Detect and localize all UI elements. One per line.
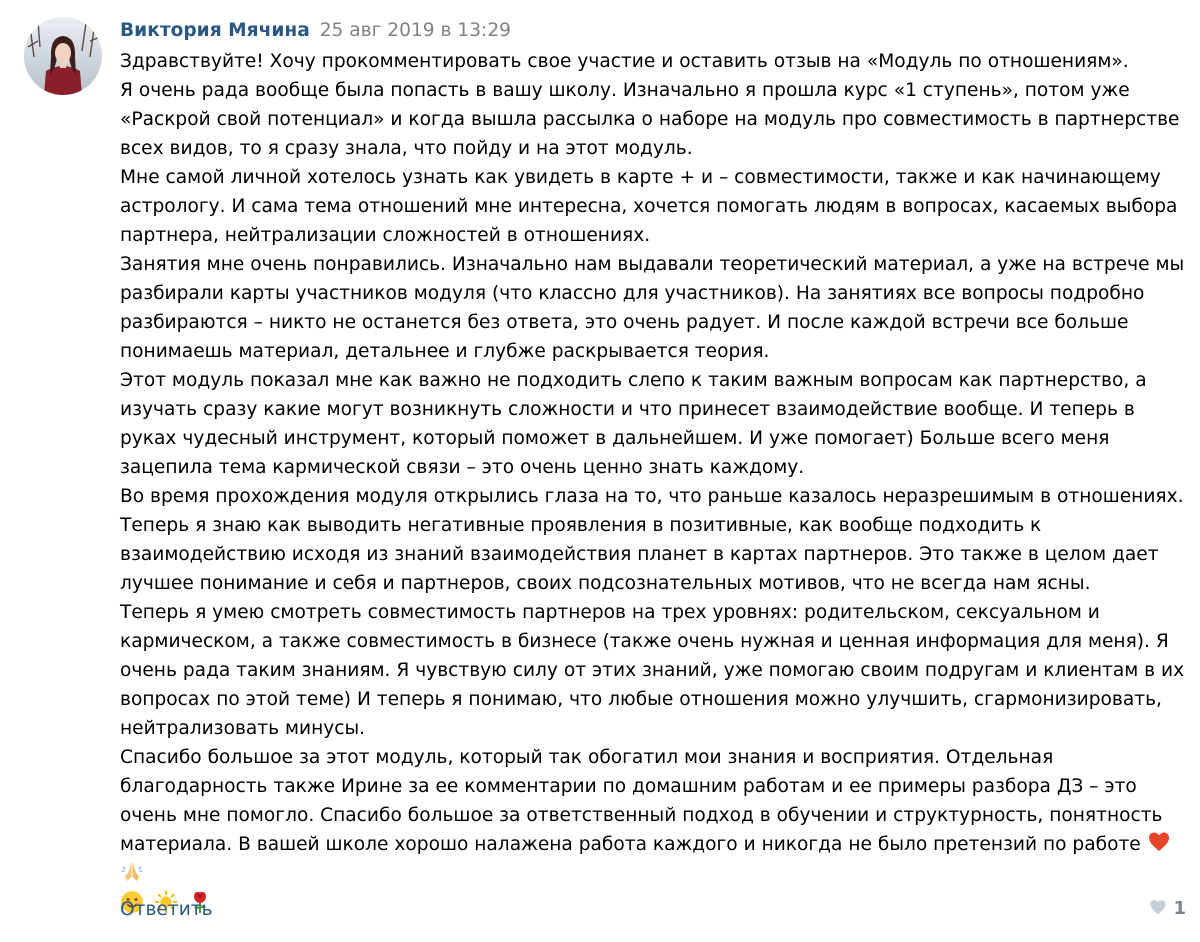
comment-paragraph: Здравствуйте! Хочу прокомментировать свое участие и оставить отзыв на «Модуль по отношениям». <box>120 51 1129 72</box>
comment-paragraph: Теперь я умею смотреть совместимость партнеров на трех уровнях: родительском, сексуальном и кармическом, а также совместимость в бизнесе (также очень нужная и ценная информация для меня). Я очень рада таким знаниям. Я чувствую силу от этих знаний, уже помогаю своим подругам и клиентам в их вопросах по этой теме) И теперь я понимаю, что любые отношения можно улучшить, сгармонизировать, нейтрализовать минусы. <box>120 602 1185 739</box>
comment-body <box>120 14 1192 919</box>
author-name[interactable]: Виктория Мячина <box>120 20 310 41</box>
author-avatar[interactable] <box>24 17 102 95</box>
reply-button[interactable]: Ответить <box>120 899 213 920</box>
comment-paragraph: Мне самой личной хотелось узнать как увидеть в карте + и – совместимости, также и как начинающему астрологу. И сама тема отношений мне интересна, хочется помогать людям в вопросах, касаемых выбора партнера, нейтрализации сложностей в отношениях. <box>120 167 1178 246</box>
comment-paragraph: Занятия мне очень понравились. Изначально нам выдавали теоретический материал, а уже на встрече мы разбирали карты участников модуля (что классно для участников). На занятиях все вопросы подробно разбираются – никто не останется без ответа, это очень радует. И после каждой встречи все больше понимаешь материал, детальнее и глубже раскрывается теория. <box>120 254 1185 362</box>
heart-icon <box>1149 899 1167 919</box>
like-button[interactable] <box>1149 898 1186 919</box>
red-heart-icon <box>1147 830 1171 854</box>
comment-paragraph-text: Спасибо большое за этот модуль, который так обогатил мои знания и восприятия. Отдельная благодарность также Ирине за ее комментарии по домашним работам и ее примеры разбора ДЗ – это очень мне помогло. Спасибо большое за ответственный подход в обучении и структурность, понятность материала. В вашей школе хорошо налажена работа каждого и никогда не было претензий по работе <box>120 747 1163 855</box>
comment-text <box>120 47 1192 919</box>
comment-paragraph: Я очень рада вообще была попасть в вашу школу. Изначально я прошла курс «1 ступень», потом уже «Раскрой свой потенциал» и когда вышла рассылка о наборе на модуль про совместимость в партнерстве всех видов, то я сразу знала, что пойду и на этот модуль. <box>120 80 1180 159</box>
comment-date[interactable]: 25 авг 2019 в 13:29 <box>319 20 511 41</box>
comment-paragraph-last <box>120 743 1192 888</box>
comment-paragraph: Во время прохождения модуля открылись глаза на то, что раньше казалось неразрешимым в отношениях. Теперь я знаю как выводить негативные проявления в позитивные, как вообще подходить к взаимодействию исходя из знаний взаимодействия планет в картах партнеров. Это также в целом дает лучшее понимание и себя и партнеров, своих подсознательных мотивов, что не всегда нам ясны. <box>120 486 1184 594</box>
folded-hands-icon <box>120 859 144 883</box>
emoji-row <box>120 888 1192 919</box>
comment-paragraph: Этот модуль показал мне как важно не подходить слепо к таким важным вопросам как партнерство, а изучать сразу какие могут возникнуть сложности и что принесет взаимодействие вообще. И теперь в руках чудесный инструмент, который поможет в дальнейшем. И уже помогает) Больше всего меня зацепила тема кармической связи – это очень ценно знать каждому. <box>120 370 1147 478</box>
like-count: 1 <box>1173 898 1186 919</box>
comment-header <box>120 14 1192 47</box>
